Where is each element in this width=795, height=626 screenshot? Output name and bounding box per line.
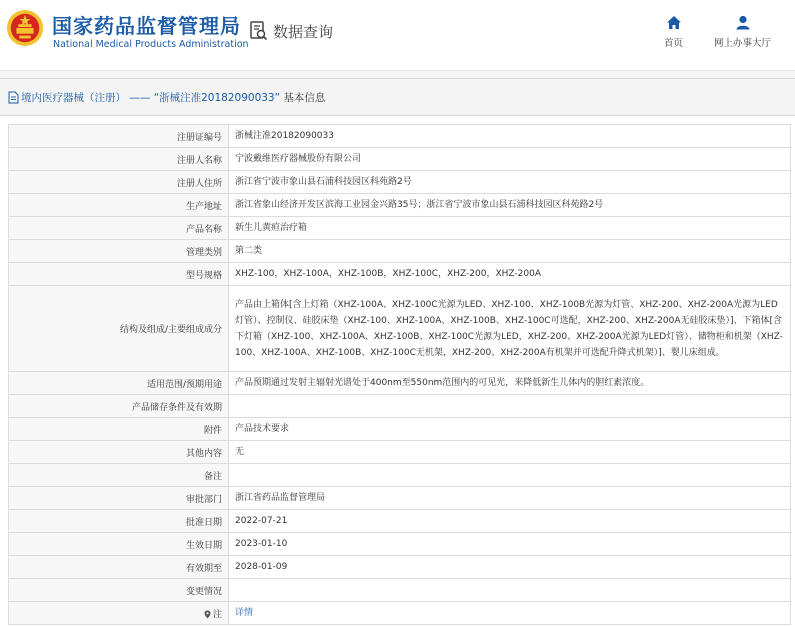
table-row: [9, 148, 791, 171]
table-row: [9, 418, 791, 441]
field-value-management-class: 第二类: [229, 240, 791, 263]
table-row: [9, 556, 791, 579]
field-value-effective-date: 2023-01-10: [229, 533, 791, 556]
table-row: [9, 263, 791, 286]
details-link[interactable]: 详情: [235, 608, 254, 618]
table-row: [9, 194, 791, 217]
field-label-remarks: 备注: [9, 464, 229, 487]
field-label-management-class: 管理类别: [9, 240, 229, 263]
brand-title[interactable]: 国家药品监督管理局: [52, 14, 241, 38]
field-label-registration-number: 注册证编号: [9, 125, 229, 148]
nav-home-label: 首页: [664, 38, 684, 49]
table-row: [9, 240, 791, 263]
breadcrumb-record: “浙械注准20182090033”: [153, 91, 281, 104]
field-value-storage-validity: [229, 395, 791, 418]
field-label-approval-department: 审批部门: [9, 487, 229, 510]
breadcrumb-separator: ——: [129, 91, 151, 104]
brand-subtitle: National Medical Products Administration: [53, 39, 249, 50]
site-header: [0, 0, 795, 71]
nav-home[interactable]: [664, 15, 683, 49]
field-value-attachment: 产品技术要求: [229, 418, 791, 441]
document-icon: [8, 91, 19, 104]
info-table-wrapper: [0, 116, 795, 625]
field-value-model-spec: XHZ-100，XHZ-100A，XHZ-100B，XHZ-100C，XHZ-200，XHZ-200A: [229, 263, 791, 286]
table-row: [9, 286, 791, 372]
field-value-production-address: 浙江省象山经济开发区滨海工业园金兴路35号；浙江省宁波市象山县石浦科技园区科苑路2号: [229, 194, 791, 217]
table-row: [9, 487, 791, 510]
field-label-production-address: 生产地址: [9, 194, 229, 217]
data-query-link[interactable]: [250, 20, 333, 42]
table-row: [9, 533, 791, 556]
data-query-label: 数据查询: [273, 22, 334, 41]
field-value-registration-number: 浙械注准20182090033: [229, 125, 791, 148]
field-value-approval-department: 浙江省药品监督管理局: [229, 487, 791, 510]
field-label-intended-use: 适用范围/预期用途: [9, 372, 229, 395]
field-label-structure: 结构及组成/主要组成成分: [9, 286, 229, 372]
table-row: [9, 441, 791, 464]
field-label-effective-date: 生效日期: [9, 533, 229, 556]
field-label-registrant-address: 注册人住所: [9, 171, 229, 194]
field-label-note: [9, 602, 229, 625]
field-label-approval-date: 批准日期: [9, 510, 229, 533]
table-row: [9, 602, 791, 625]
table-row: [9, 217, 791, 240]
field-label-model-spec: 型号规格: [9, 263, 229, 286]
table-row: [9, 464, 791, 487]
table-row: [9, 395, 791, 418]
field-label-note-text: 注: [212, 609, 222, 620]
table-row: [9, 510, 791, 533]
field-label-expiry-date: 有效期至: [9, 556, 229, 579]
table-row: [9, 171, 791, 194]
header-gap: [0, 71, 795, 78]
field-value-registrant-name: 宁波戴维医疗器械股份有限公司: [229, 148, 791, 171]
user-icon: [735, 15, 751, 30]
field-value-note: [229, 602, 791, 625]
field-label-product-name: 产品名称: [9, 217, 229, 240]
field-value-intended-use: 产品预期通过发射主辐射光谱处于400nm至550nm范围内的可见光，来降低新生儿体内的胆红素浓度。: [229, 372, 791, 395]
home-icon: [666, 15, 682, 30]
nav-online-hall[interactable]: [714, 15, 771, 49]
field-label-registrant-name: 注册人名称: [9, 148, 229, 171]
field-value-change-status: [229, 579, 791, 602]
location-pin-icon: [204, 610, 211, 619]
field-label-change-status: 变更情况: [9, 579, 229, 602]
field-value-expiry-date: 2028-01-09: [229, 556, 791, 579]
field-label-attachment: 附件: [9, 418, 229, 441]
table-row: [9, 579, 791, 602]
breadcrumb: [0, 78, 795, 116]
field-value-other-content: 无: [229, 441, 791, 464]
table-row: [9, 125, 791, 148]
breadcrumb-suffix: 基本信息: [283, 91, 326, 104]
data-query-icon: [250, 21, 268, 41]
breadcrumb-category[interactable]: 境内医疗器械（注册）: [21, 91, 126, 104]
national-emblem-icon: [6, 9, 44, 47]
field-label-storage-validity: 产品储存条件及有效期: [9, 395, 229, 418]
info-table: [8, 124, 791, 625]
field-value-approval-date: 2022-07-21: [229, 510, 791, 533]
field-value-product-name: 新生儿黄疸治疗箱: [229, 217, 791, 240]
table-row: [9, 372, 791, 395]
field-value-remarks: [229, 464, 791, 487]
field-value-registrant-address: 浙江省宁波市象山县石浦科技园区科苑路2号: [229, 171, 791, 194]
field-value-structure: 产品由上箱体[含上灯箱（XHZ-100A、XHZ-100C光源为LED、XHZ-100、XHZ-100B光源为灯管、XHZ-200、XHZ-200A光源为LED灯管）、控制仪、硅胶床垫（XHZ-100、XHZ-100A、XHZ-100B、XHZ-100C可选配，XHZ-200、XHZ-200A无硅胶床垫）]、下箱体[含下灯箱（XHZ-100、XHZ-100A、XHZ-100B、XHZ-100C光源为LED，XHZ-200、XHZ-200A光源为LED灯管）、储物柜和机架（XHZ-100、XHZ-100A、XHZ-100B、XHZ-100C无机架，XHZ-200、XHZ-200A有机架并可选配升降式机架）]、婴儿床组成。: [229, 286, 791, 372]
nav-online-hall-label: 网上办事大厅: [714, 38, 772, 49]
field-label-other-content: 其他内容: [9, 441, 229, 464]
